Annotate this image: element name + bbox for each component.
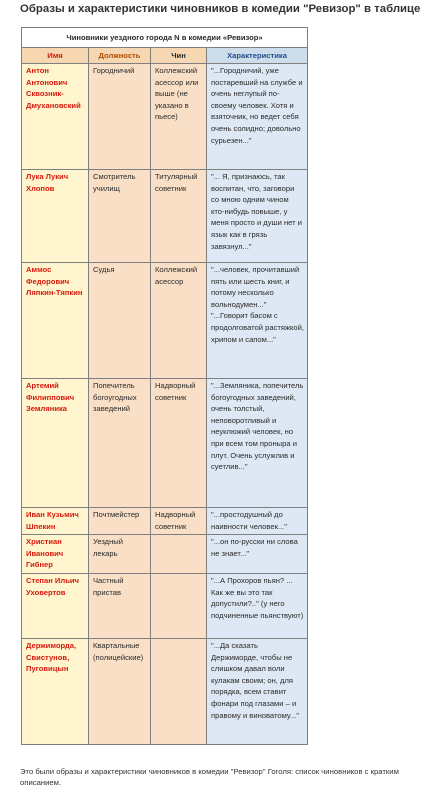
cell-position: Судья [89,263,151,379]
table-row [22,508,308,535]
cell-position: Смотритель училищ [89,170,151,263]
cell-rank [151,638,207,744]
cell-name: Степан Ильич Уховертов [22,573,89,638]
cell-characteristic: "...человек, прочитавший пять или шесть книг, и потому несколько вольнодумен..." "...Говорит басом с продолговатой растяжкой, хрипом и сапом..." [207,263,308,379]
cell-name: Иван Кузьмич Шпекин [22,508,89,535]
cell-characteristic: "...А Прохоров пьян? ... Как же вы это так допустили?.." (у него подчиненные пьянствуют) [207,573,308,638]
page-title: Образы и характеристики чиновников в комедии "Ревизор" в таблице [20,3,421,15]
cell-characteristic: "...Да сказать Держиморде, чтобы не слишком давал воли кулакам своим; он, для порядка, всем ставит фонари под глазами – и правому и виноватому..." [207,638,308,744]
cell-rank: Коллежский асессор или выше (не указано в пьесе) [151,64,207,170]
cell-characteristic: "...Земляника, попечитель богоугодных заведений, очень толстый, неповоротливый и неуклюжий человек, но при всем том проныра и плут. Очень услужлив и суетлив..." [207,379,308,508]
table-row [22,379,308,508]
table-row [22,535,308,574]
table-row [22,170,308,263]
cell-position: Городничий [89,64,151,170]
cell-rank: Коллежский асессор [151,263,207,379]
cell-position: Попечитель богоугодных заведений [89,379,151,508]
table-row [22,263,308,379]
cell-characteristic: "...он по-русски ни слова не знает..." [207,535,308,574]
table-row [22,573,308,638]
cell-position: Уездный лекарь [89,535,151,574]
cell-characteristic: "...простодушный до наивности человек..." [207,508,308,535]
cell-name: Христиан Иванович Гибнер [22,535,89,574]
header-characteristic: Характеристика [207,48,308,64]
cell-rank: Титулярный советник [151,170,207,263]
cell-position: Почтмейстер [89,508,151,535]
cell-name: Аммос Федорович Ляпкин-Тяпкин [22,263,89,379]
officials-table-container [21,27,307,745]
cell-rank: Надворный советник [151,379,207,508]
cell-characteristic: "...Городничий, уже постаревший на службе и очень неглупый по-своему человек. Хотя и взяточник, но ведет себя очень солидно; довольно сурьезен..." [207,64,308,170]
cell-rank: Надворный советник [151,508,207,535]
header-name: Имя [22,48,89,64]
table-header-row [22,48,308,64]
table-row [22,638,308,744]
cell-position: Квартальные (полицейские) [89,638,151,744]
cell-name: Лука Лукич Хлопов [22,170,89,263]
footer-text: Это были образы и характеристики чиновников в комедии "Ревизор" Гоголя: список чиновников с кратким описанием. [20,767,399,788]
cell-name: Держиморда, Свистунов, Пуговицын [22,638,89,744]
cell-rank [151,535,207,574]
cell-name: Антон Антонович Сквозник-Дмухановский [22,64,89,170]
header-position: Должность [89,48,151,64]
officials-table [21,27,308,745]
table-caption: Чиновники уездного города N в комедии «Ревизор» [22,28,308,48]
cell-rank [151,573,207,638]
cell-name: Артемий Филиппович Земляника [22,379,89,508]
header-rank: Чин [151,48,207,64]
table-row [22,64,308,170]
cell-characteristic: "... Я, признаюсь, так воспитан, что, заговори со мною одним чином кто-нибудь повыше, у меня просто и души нет и язык как в грязь завязнул..." [207,170,308,263]
cell-position: Частный пристав [89,573,151,638]
